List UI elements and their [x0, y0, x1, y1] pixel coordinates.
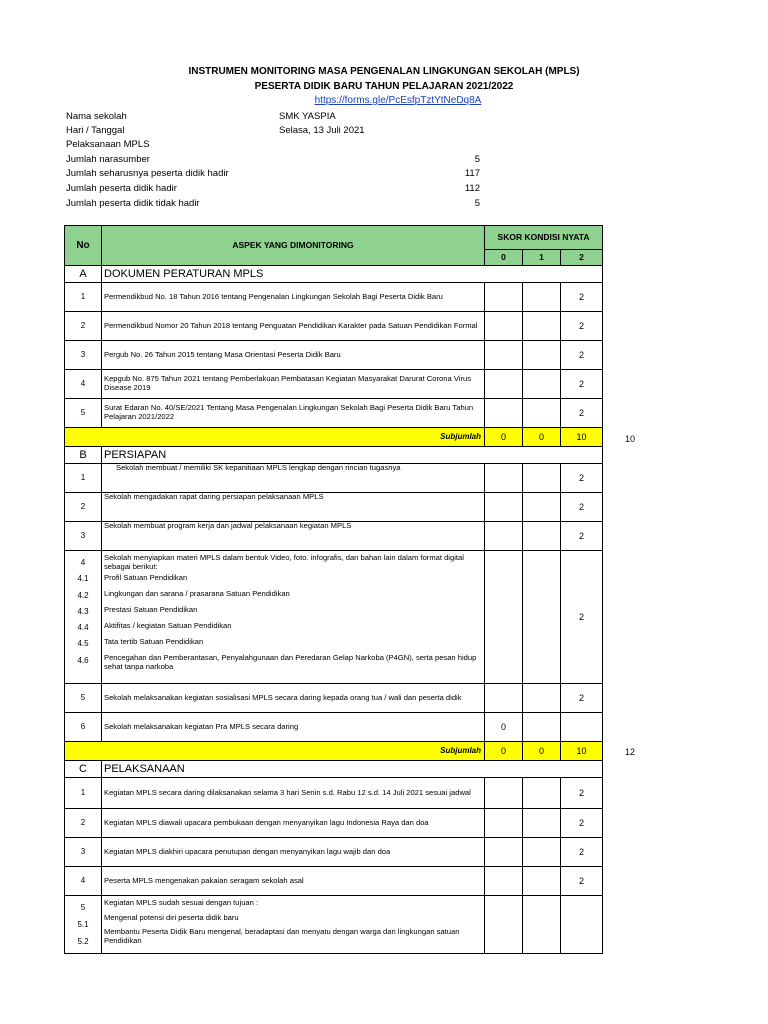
col-no-header: No	[65, 226, 102, 266]
subtotal-row-a: Subjumlah 0 0 10	[65, 428, 603, 447]
hadir-value: 112	[464, 183, 480, 194]
section-b-outside-total: 12	[625, 747, 636, 757]
table-row: 2 Permendikbud Nomor 20 Tahun 2018 tentang Penguatan Pendidikan Karakter pada Satuan Pendidikan Formal 2	[65, 312, 603, 341]
section-a-outside-total: 10	[625, 434, 636, 444]
table-row: 3 Sekolah membuat program kerja dan jadwal pelaksanaan kegiatan MPLS 2	[65, 522, 603, 551]
col-skor-0: 0	[485, 250, 523, 266]
table-row: 6 Sekolah melaksanakan kegiatan Pra MPLS secara daring 0	[65, 713, 603, 742]
table-row: 4 Peserta MPLS mengenakan pakaian seragam sekolah asal 2	[65, 867, 603, 896]
table-row: 1 Sekolah membuat / memiliki SK kepanitiaan MPLS lengkap dengan rincian tugasnya 2	[65, 464, 603, 493]
section-a-title: DOKUMEN PERATURAN MPLS	[102, 266, 485, 283]
narasumber-label: Jumlah narasumber	[66, 154, 150, 165]
subtotal-label: Subjumlah	[440, 432, 481, 442]
subtotal-label: Subjumlah	[440, 746, 481, 756]
title-line-2: PESERTA DIDIK BARU TAHUN PELAJARAN 2021/2022	[254, 81, 514, 92]
narasumber-value: 5	[474, 154, 480, 165]
pelaksanaan-label: Pelaksanaan MPLS	[66, 139, 150, 150]
tidak-hadir-value: 5	[474, 198, 480, 209]
col-skor-2: 2	[561, 250, 603, 266]
table-row: 2 Kegiatan MPLS diawali upacara pembukaan dengan menyanyikan lagu Indonesia Raya dan doa 2	[65, 809, 603, 838]
title-line-1: INSTRUMEN MONITORING MASA PENGENALAN LINGKUNGAN SEKOLAH (MPLS)	[188, 66, 580, 77]
table-row: 3 Kegiatan MPLS diakhiri upacara penutupan dengan menyanyikan lagu wajib dan doa 2	[65, 838, 603, 867]
table-row: 3 Pergub No. 26 Tahun 2015 tentang Masa Orientasi Peserta Didik Baru 2	[65, 341, 603, 370]
seharusnya-label: Jumlah seharusnya peserta didik hadir	[66, 168, 229, 179]
form-link[interactable]: https://forms.gle/PcEsfpTztYtNeDq8A	[314, 95, 482, 106]
table-row: 2 Sekolah mengadakan rapat daring persiapan pelaksanaan MPLS 2	[65, 493, 603, 522]
section-b-title: PERSIAPAN	[102, 447, 485, 464]
col-aspek-header: ASPEK YANG DIMONITORING	[102, 226, 485, 266]
section-b-letter: B	[65, 447, 102, 464]
table-row: 5 5.1 5.2 Kegiatan MPLS sudah sesuai dengan tujuan : Mengenal potensi diri peserta didik baru Membantu Peserta Didik Baru mengenal, beradaptasi dan menyatu dengan warga dan lingkungan satuan Pendidikan	[65, 896, 603, 954]
section-a-letter: A	[65, 266, 102, 283]
hadir-label: Jumlah peserta didik hadir	[66, 183, 177, 194]
tidak-hadir-label: Jumlah peserta didik tidak hadir	[66, 198, 200, 209]
col-skor-header: SKOR KONDISI NYATA	[485, 226, 603, 250]
nama-sekolah-value: SMK YASPIA	[279, 111, 336, 122]
hari-value: Selasa, 13 Juli 2021	[279, 125, 365, 136]
table-row: 5 Surat Edaran No. 40/SE/2021 Tentang Masa Pengenalan Lingkungan Sekolah Bagi Peserta Didik Baru Tahun Pelajaran 2021/2022 2	[65, 399, 603, 428]
hari-label: Hari / Tanggal	[66, 125, 125, 136]
table-row: 1 Permendikbud No. 18 Tahun 2016 tentang Pengenalan Lingkungan Sekolah Bagi Peserta Didik Baru 2	[65, 283, 603, 312]
table-row: 5 Sekolah melaksanakan kegiatan sosialisasi MPLS secara daring kepada orang tua / wali dan peserta didik 2	[65, 684, 603, 713]
subtotal-row-b: Subjumlah 0 0 10	[65, 742, 603, 761]
table-row: 1 Kegiatan MPLS secara daring dilaksanakan selama 3 hari Senin s.d. Rabu 12 s.d. 14 Juli 2021 sesuai jadwal 2	[65, 778, 603, 809]
col-skor-1: 1	[523, 250, 561, 266]
seharusnya-value: 117	[464, 168, 480, 179]
section-c-letter: C	[65, 761, 102, 778]
section-c-title: PELAKSANAAN	[102, 761, 485, 778]
monitoring-table	[64, 225, 603, 954]
table-row: 4 Kepgub No. 875 Tahun 2021 tentang Pemberlakuan Pembatasan Kegiatan Masyarakat Darurat Corona Virus Disease 2019 2	[65, 370, 603, 399]
table-row: 4 4.1 4.2 4.3 4.4 4.5 4.6 Sekolah menyiapkan materi MPLS dalam bentuk Video, foto. infografis, dan bahan lain dalam format digital sebagai berikut: Profil Satuan Pendidikan Lingkungan dan sarana / prasarana Satuan Pendidikan Prestasi Satuan Pendidikan Aktifitas / kegiatan Satuan Pendidikan Tata tertib Satuan Pendidikan Pencegahan dan Pemberantasan, Penyalahgunaan dan Peredaran Gelap Narkoba (P4GN), serta pesan hidup sehat tanpa narkoba 2	[65, 551, 603, 684]
nama-sekolah-label: Nama sekolah	[66, 111, 127, 122]
